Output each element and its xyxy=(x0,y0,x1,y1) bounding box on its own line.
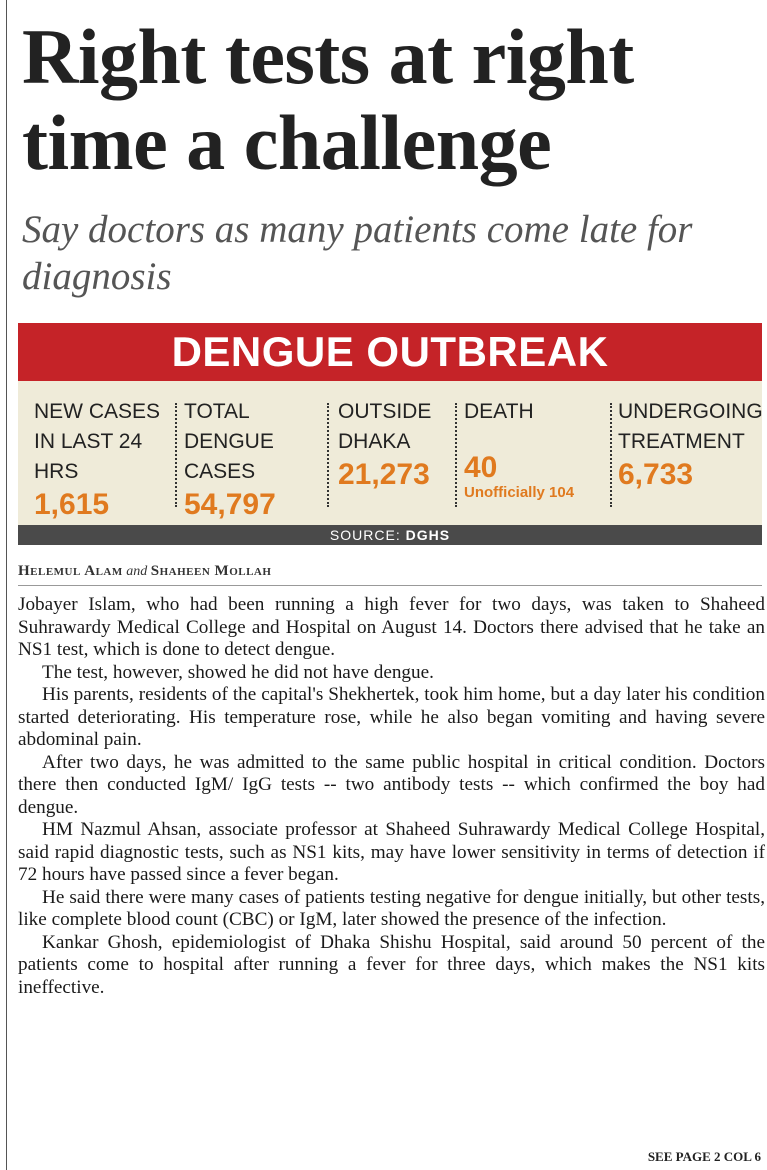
stat-label: NEW CASES IN LAST 24 HRS xyxy=(34,400,161,483)
article-paragraph: Kankar Ghosh, epidemiologist of Dhaka Shishu Hospital, said around 50 percent of the patients come to hospital after running a fever for three days, which makes the NS1 kits ineffective. xyxy=(18,931,765,998)
stat-new-cases xyxy=(34,397,174,519)
stat-extra: Unofficially 104 xyxy=(464,484,575,501)
stat-divider xyxy=(175,403,177,507)
headline: Right tests at right time a challenge xyxy=(22,13,634,186)
source-name: DGHS xyxy=(405,527,451,543)
article-body xyxy=(18,594,765,999)
continuation-note: SEE PAGE 2 COL 6 xyxy=(647,1149,761,1164)
stat-label: DEATH xyxy=(464,400,534,423)
stat-value: 21,273 xyxy=(338,458,430,491)
byline-conjunction: and xyxy=(126,564,148,579)
source-label: SOURCE: xyxy=(329,527,401,543)
stats-panel xyxy=(18,381,762,525)
stat-divider xyxy=(610,403,612,507)
stat-divider xyxy=(455,403,457,507)
article-paragraph: Jobayer Islam, who had been running a high fever for two days, was taken to Shaheed Suhrawardy Medical College and Hospital on August 14. Doctors there advised that he take an NS1 test, which is done to detect dengue. xyxy=(18,594,765,660)
left-column-rule xyxy=(6,0,7,1170)
article-paragraph: His parents, residents of the capital's Shekhertek, took him home, but a day later his condition started deteriorating. His temperature rose, while he also began vomiting and having severe abdominal pain. xyxy=(18,684,765,750)
article-paragraph: HM Nazmul Ahsan, associate professor at Shaheed Suhrawardy Medical College Hospital, said rapid diagnostic tests, such as NS1 kits, may have lower sensitivity in terms of detection if 72 hours have passed since a fever began. xyxy=(18,819,765,885)
stat-total-cases xyxy=(184,397,332,519)
stat-label: UNDERGOING TREATMENT xyxy=(618,400,763,453)
article-paragraph: The test, however, showed he did not have dengue. xyxy=(42,661,434,683)
author-name: Shaheen Mollah xyxy=(150,563,272,579)
source-bar xyxy=(18,525,762,545)
dengue-infobox xyxy=(18,323,762,541)
byline xyxy=(18,563,271,580)
author-name: Helemul Alam xyxy=(18,563,123,579)
stat-value: 40 xyxy=(464,451,498,484)
stat-label: TOTAL DENGUE CASES xyxy=(184,400,274,483)
subheadline: Say doctors as many patients come late for diagnosis xyxy=(22,208,693,298)
stat-divider xyxy=(327,403,329,507)
stat-label: OUTSIDE DHAKA xyxy=(338,400,432,453)
infobox-banner: DENGUE OUTBREAK xyxy=(18,323,762,381)
stat-value: 1,615 xyxy=(34,488,110,521)
stat-undergoing-treatment xyxy=(618,397,763,519)
stat-outside-dhaka xyxy=(338,397,456,519)
article-paragraph: He said there were many cases of patients testing negative for dengue initially, but other tests, like complete blood count (CBC) or IgM, later showed the presence of the infection. xyxy=(18,886,765,930)
byline-divider xyxy=(18,585,762,586)
stat-death xyxy=(464,397,604,519)
article-paragraph: After two days, he was admitted to the same public hospital in critical condition. Doctors there then conducted IgM/ IgG tests -- two antibody tests -- which confirmed the boy had dengue. xyxy=(18,751,765,818)
stat-value: 6,733 xyxy=(618,458,694,491)
stat-value: 54,797 xyxy=(184,488,276,521)
